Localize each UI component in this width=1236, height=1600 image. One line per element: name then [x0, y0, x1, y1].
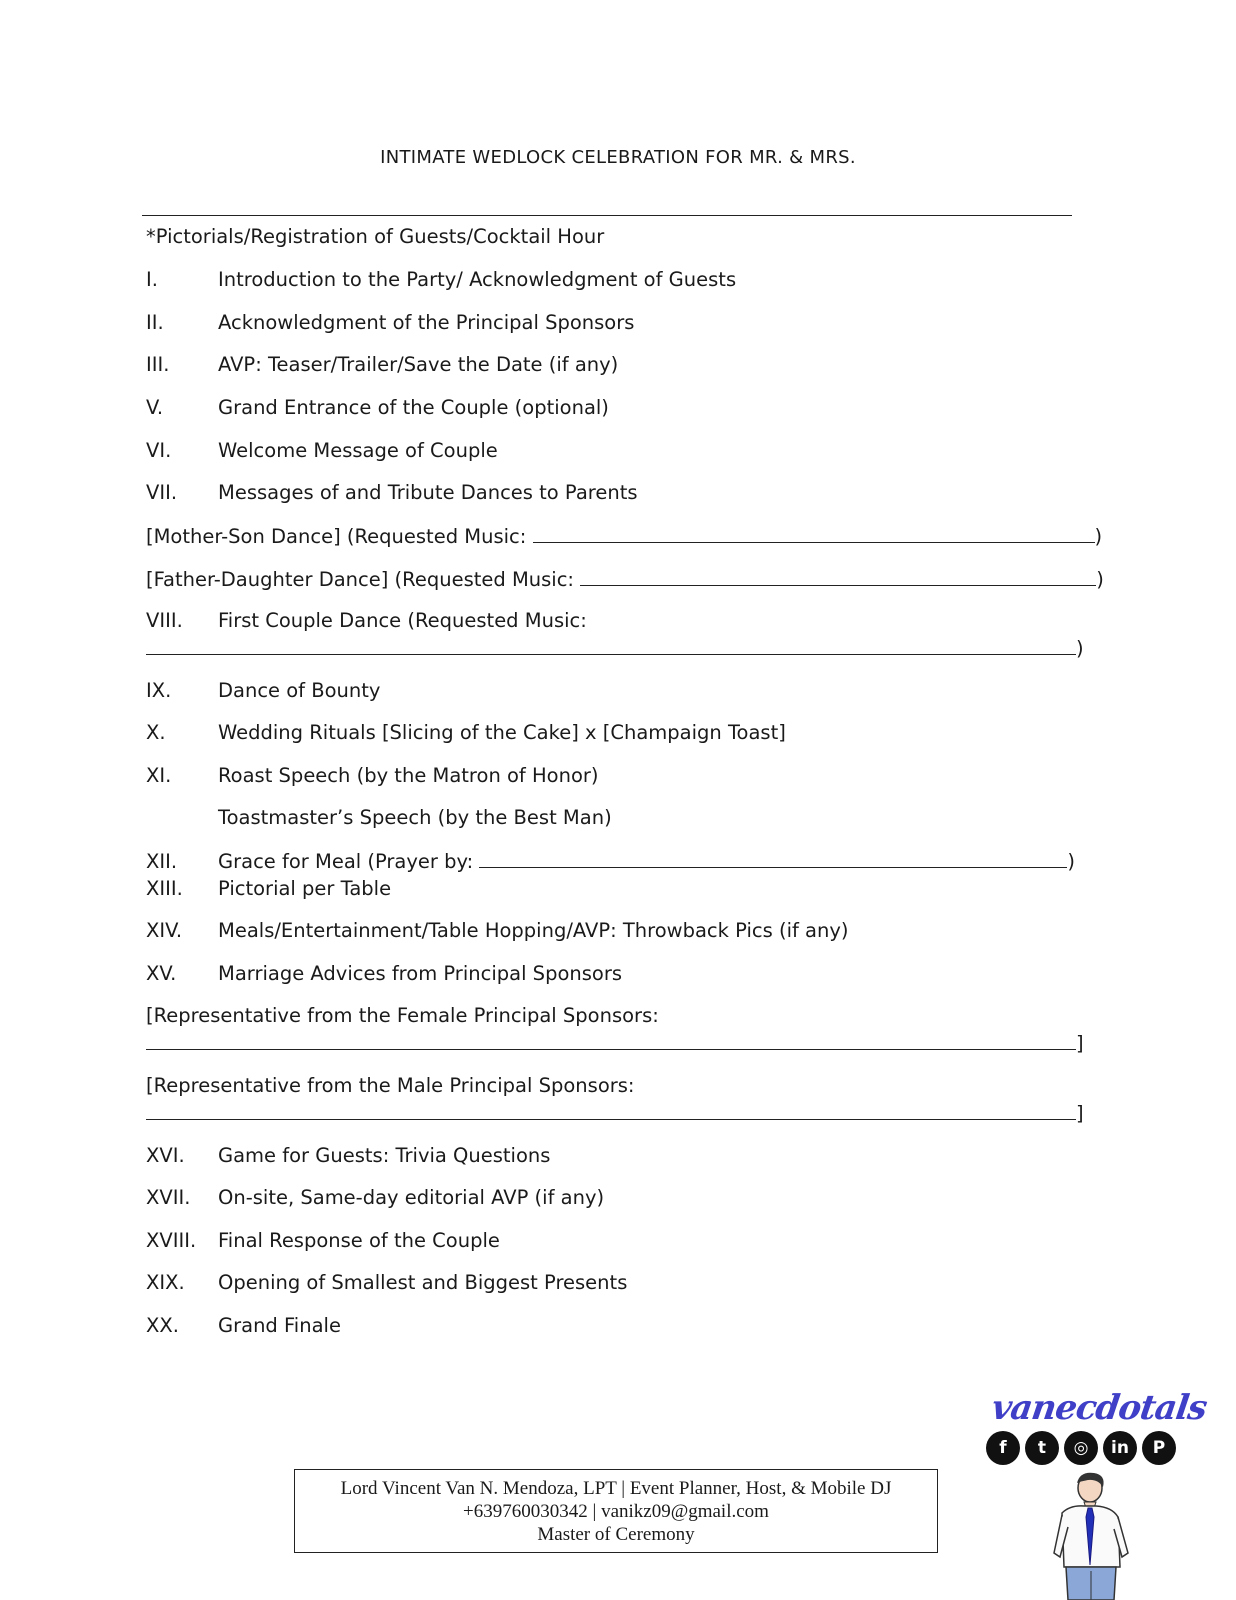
- program-item-6: [146, 481, 638, 505]
- facebook-icon[interactable]: f: [986, 1431, 1020, 1465]
- item-number: IX.: [146, 679, 172, 702]
- instagram-icon[interactable]: ◎: [1064, 1431, 1098, 1465]
- item-number: X.: [146, 721, 166, 744]
- program-item-4: [146, 396, 609, 420]
- close-paren: ): [1067, 850, 1076, 873]
- program-item-15: [146, 962, 622, 986]
- program-item-8: [146, 679, 380, 703]
- footer-role: Master of Ceremony: [537, 1524, 695, 1545]
- item-text: Dance of Bounty: [218, 679, 381, 702]
- item-text: Game for Guests: Trivia Questions: [218, 1144, 551, 1167]
- female-representative-blank: [146, 1031, 1076, 1050]
- brand-logo: vanecdotals: [989, 1388, 1209, 1428]
- item-text: Acknowledgment of the Principal Sponsors: [218, 311, 635, 334]
- item-text: Grand Finale: [218, 1314, 341, 1337]
- footer-contact: +639760030342 | vanikz09@gmail.com: [463, 1501, 769, 1522]
- item-number: XII.: [146, 850, 178, 873]
- intro-line: *Pictorials/Registration of Guests/Cocktail Hour: [146, 225, 605, 248]
- item-text: On-site, Same-day editorial AVP (if any): [218, 1186, 605, 1209]
- item-text: Roast Speech (by the Matron of Honor): [218, 764, 599, 787]
- female-representative-line: [146, 1031, 1084, 1056]
- mother-son-music-blank: [533, 524, 1095, 543]
- item-number: V.: [146, 396, 164, 419]
- close-bracket: ]: [1076, 1032, 1084, 1055]
- program-item-7: [146, 609, 587, 633]
- program-item-16: [146, 1144, 550, 1168]
- male-representative-label: [Representative from the Male Principal Sponsors:: [146, 1074, 635, 1097]
- item-text: Opening of Smallest and Biggest Presents: [218, 1271, 628, 1294]
- item-text: Welcome Message of Couple: [218, 439, 498, 462]
- social-icons: [986, 1431, 1176, 1465]
- program-item-11: [146, 806, 612, 830]
- father-daughter-label: [Father-Daughter Dance] (Requested Music:: [146, 568, 575, 591]
- footer-name: Lord Vincent Van N. Mendoza, LPT | Event Planner, Host, & Mobile DJ: [340, 1478, 892, 1499]
- close-paren: ): [1076, 637, 1084, 660]
- item-number: XI.: [146, 764, 172, 787]
- program-item-13: [146, 877, 391, 901]
- item-number: XV.: [146, 962, 177, 985]
- female-representative-label: [Representative from the Female Principal Sponsors:: [146, 1004, 659, 1027]
- couple-name-blank: [142, 215, 1072, 216]
- item-text: AVP: Teaser/Trailer/Save the Date (if any): [218, 353, 619, 376]
- item-text: Pictorial per Table: [218, 877, 392, 900]
- program-item-14: [146, 919, 849, 943]
- item-number: II.: [146, 311, 164, 334]
- linkedin-icon[interactable]: in: [1103, 1431, 1137, 1465]
- first-dance-music-blank: [146, 636, 1076, 655]
- item-number: VII.: [146, 481, 178, 504]
- item-text: Final Response of the Couple: [218, 1229, 500, 1252]
- close-bracket: ]: [1076, 1102, 1084, 1125]
- item-number: XVII.: [146, 1186, 191, 1209]
- item-number: I.: [146, 268, 158, 291]
- item-text: Grace for Meal (Prayer by:: [218, 850, 474, 873]
- program-item-1: [146, 268, 736, 292]
- item-number: XVI.: [146, 1144, 185, 1167]
- item-text: Marriage Advices from Principal Sponsors: [218, 962, 622, 985]
- close-paren: ): [1094, 525, 1103, 548]
- item-number: XIX.: [146, 1271, 185, 1294]
- father-daughter-music-blank: [580, 567, 1096, 586]
- item-number: VI.: [146, 439, 172, 462]
- item-number: XIII.: [146, 877, 183, 900]
- item-text: Messages of and Tribute Dances to Parents: [218, 481, 638, 504]
- program-item-5: [146, 439, 498, 463]
- program-item-17: [146, 1186, 604, 1210]
- item-text: Wedding Rituals [Slicing of the Cake] x [Champaign Toast]: [218, 721, 786, 744]
- item-number: XIV.: [146, 919, 183, 942]
- program-item-20: [146, 1314, 341, 1338]
- mother-son-dance: [146, 524, 1102, 549]
- item-text: Grand Entrance of the Couple (optional): [218, 396, 609, 419]
- father-daughter-dance: [146, 567, 1104, 592]
- contact-footer: [294, 1469, 938, 1553]
- program-item-9: [146, 721, 786, 745]
- item-number: XVIII.: [146, 1229, 197, 1252]
- item-number: VIII.: [146, 609, 183, 632]
- item-number: XX.: [146, 1314, 179, 1337]
- page-title: INTIMATE WEDLOCK CELEBRATION FOR MR. & MRS.: [380, 147, 856, 168]
- item-text: Meals/Entertainment/Table Hopping/AVP: Throwback Pics (if any): [218, 919, 849, 942]
- program-item-12: [146, 849, 1075, 874]
- program-item-18: [146, 1229, 500, 1253]
- item-text: Introduction to the Party/ Acknowledgment of Guests: [218, 268, 737, 291]
- program-item-10: [146, 764, 599, 788]
- program-item-19: [146, 1271, 627, 1295]
- male-representative-line: [146, 1101, 1084, 1126]
- item-number: III.: [146, 353, 170, 376]
- twitter-icon[interactable]: t: [1025, 1431, 1059, 1465]
- prayer-by-blank: [479, 849, 1067, 868]
- item-text: First Couple Dance (Requested Music:: [218, 609, 587, 632]
- item-text: Toastmaster’s Speech (by the Best Man): [218, 806, 612, 829]
- male-representative-blank: [146, 1101, 1076, 1120]
- program-item-3: [146, 353, 618, 377]
- host-avatar-illustration: [1050, 1471, 1134, 1600]
- pinterest-icon[interactable]: P: [1142, 1431, 1176, 1465]
- mother-son-label: [Mother-Son Dance] (Requested Music:: [146, 525, 527, 548]
- first-dance-music-line: [146, 636, 1084, 661]
- close-paren: ): [1096, 568, 1104, 591]
- program-item-2: [146, 311, 634, 335]
